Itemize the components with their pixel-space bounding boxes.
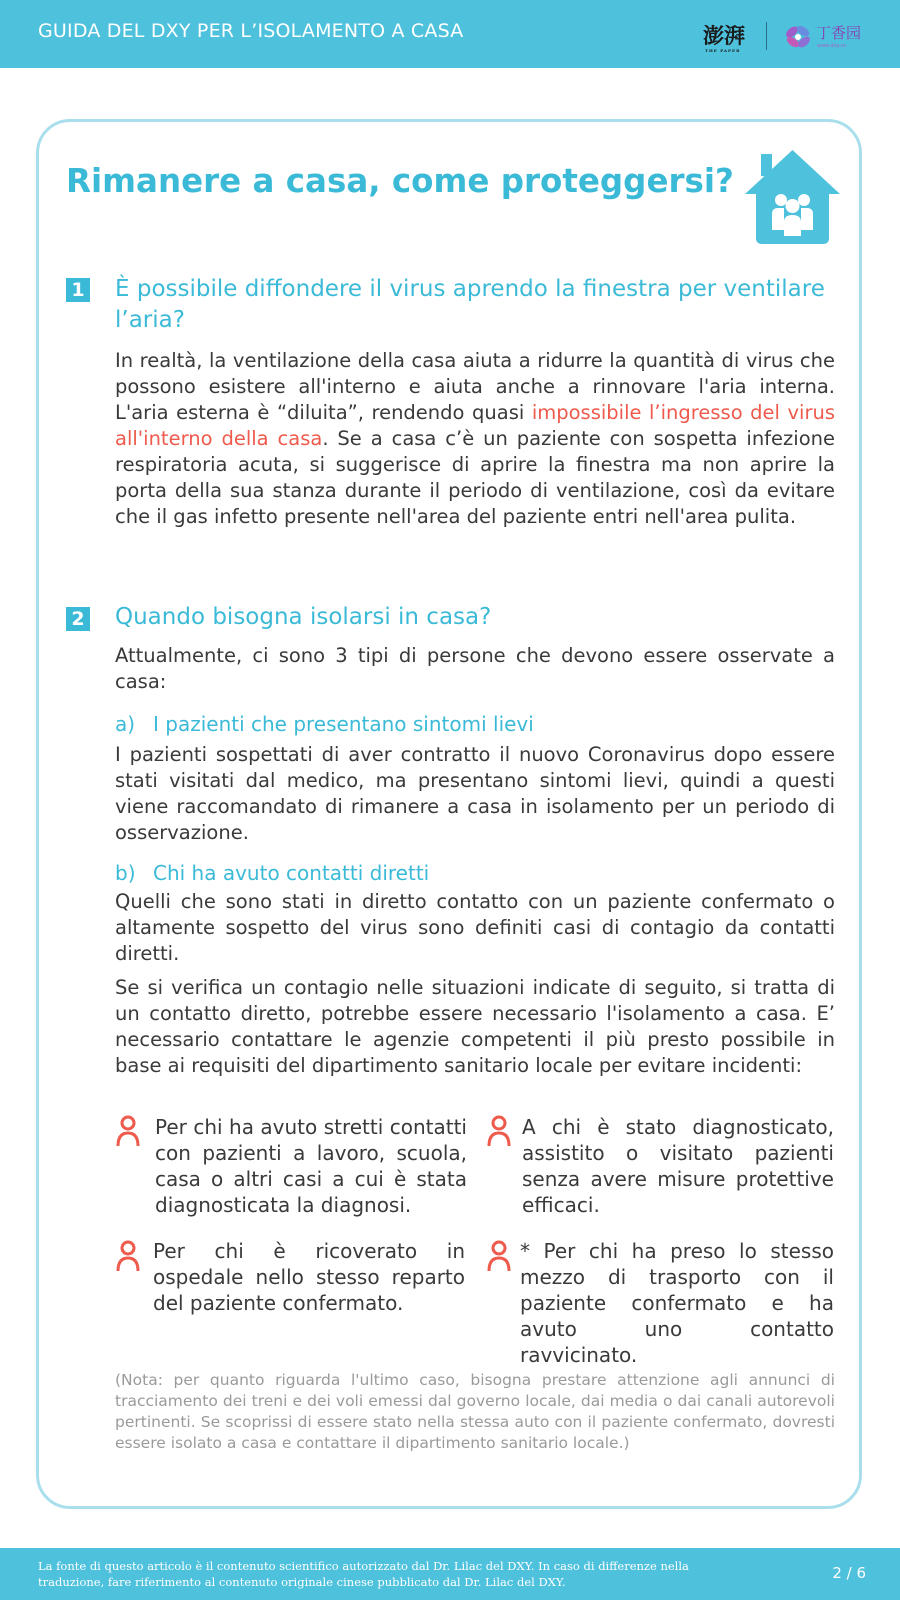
bullet-item: * Per chi ha preso lo stesso mezzo di trasporto con il paziente confermato e ha avuto uno contatto ravvicinato. [520, 1239, 834, 1367]
footer-bar [0, 1548, 900, 1600]
section-1-text-after: . Se a casa c’è un paziente con sospetta infezione respiratoria acuta, si suggerisce di aprire la finestra ma non aprire la porta della sua stanza durante il periodo di ventilazione, così da evitare che il gas infetto presente nell'area del paziente entri nell'area pulita. [115, 427, 835, 528]
dxy-flower-icon [783, 22, 813, 52]
section-2-number: 2 [66, 607, 90, 631]
sub-b-text-2: Se si verifica un contagio nelle situazioni indicate di seguito, si tratta di un contatto diretto, potrebbe essere necessario l'isolamento a casa. E’ necessario contattare le agenzie competenti il più presto possibile in base ai requisiti del dipartimento sanitario locale per evitare incidenti: [115, 976, 835, 1077]
logo-divider [766, 22, 767, 50]
bullet-item: A chi è stato diagnosticato, assistito o visitato pazienti senza avere misure protettive efficaci. [522, 1115, 834, 1217]
bullet-item: Per chi è ricoverato in ospedale nello stesso reparto del paziente confermato. [153, 1239, 465, 1315]
thepaper-logo-text: 澎湃 [703, 23, 745, 48]
section-1-highlight: impossibile l’ingresso del virus all'interno della casa [115, 401, 835, 450]
sub-b-text: Quelli che sono stati in diretto contatto con un paziente confermato o altamente sospetto del virus sono definiti casi di contagio da contatti diretti. [115, 890, 835, 965]
sub-a-label: a) [115, 712, 136, 736]
sub-a-text: I pazienti sospettati di aver contratto il nuovo Coronavirus dopo essere stati visitati dal medico, ma presentano sintomi lievi, quindi a questi viene raccomandato di rimanere a casa in isolamento per un periodo di osservazione. [115, 743, 835, 844]
sub-b-title: Chi ha avuto contatti diretti [153, 861, 430, 885]
footer-source: La fonte di questo articolo è il contenuto scientifico autorizzato dal Dr. Lilac del DXY. In caso di differenze nella traduzione, fare riferimento al contenuto originale cinese pubblicato dal Dr. Lilac del DXY. [38, 1559, 689, 1589]
person-icon [116, 1115, 140, 1149]
section-2-intro: Attualmente, ci sono 3 tipi di persone che devono essere osservate a casa: [115, 644, 835, 693]
sub-b-heading [115, 860, 835, 886]
sub-b-label: b) [115, 861, 136, 885]
page-title: Rimanere a casa, come proteggersi? [66, 162, 734, 200]
person-icon [487, 1240, 511, 1274]
house-family-icon [745, 150, 840, 244]
sub-a-heading [115, 711, 835, 737]
section-1-text [115, 348, 835, 530]
dxy-logo-url: www.dxy.cn [817, 43, 847, 49]
bullet-item: Per chi ha avuto stretti contatti con pazienti a lavoro, scuola, casa o altri casi a cui è stata diagnosticata la diagnosi. [155, 1115, 467, 1217]
header-title: GUIDA DEL DXY PER L’ISOLAMENTO A CASA [38, 20, 464, 42]
thepaper-logo [703, 20, 745, 53]
header-bar [0, 0, 900, 68]
page-number: 2 / 6 [832, 1564, 866, 1582]
sub-a-title: I pazienti che presentano sintomi lievi [153, 712, 534, 736]
dxy-logo [783, 20, 873, 54]
thepaper-logo-sub: THE PAPER [705, 48, 741, 53]
section-2-question: Quando bisogna isolarsi in casa? [115, 604, 492, 630]
note: (Nota: per quanto riguarda l'ultimo caso, bisogna prestare attenzione agli annunci di tracciamento dei treni e dei voli emessi dal governo locale, dai media o dai canali autorevoli pertinenti. Se scoprissi di essere stato nella stessa auto con il paziente confermato, dovresti essere isolato a casa e contattare il dipartimento sanitario locale.) [115, 1371, 835, 1452]
person-icon [487, 1115, 511, 1149]
section-1-text-before: In realtà, la ventilazione della casa aiuta a ridurre la quantità di virus che possono esistere all'interno e aiuta anche a rinnovare l'aria interna. L'aria esterna è “diluita”, rendendo quasi [115, 349, 835, 424]
dxy-logo-name: 丁香园 [816, 24, 862, 42]
section-1-number: 1 [66, 278, 90, 302]
section-1-question: È possibile diffondere il virus aprendo la finestra per ventilare l’aria? [115, 276, 825, 333]
person-icon [116, 1240, 140, 1274]
